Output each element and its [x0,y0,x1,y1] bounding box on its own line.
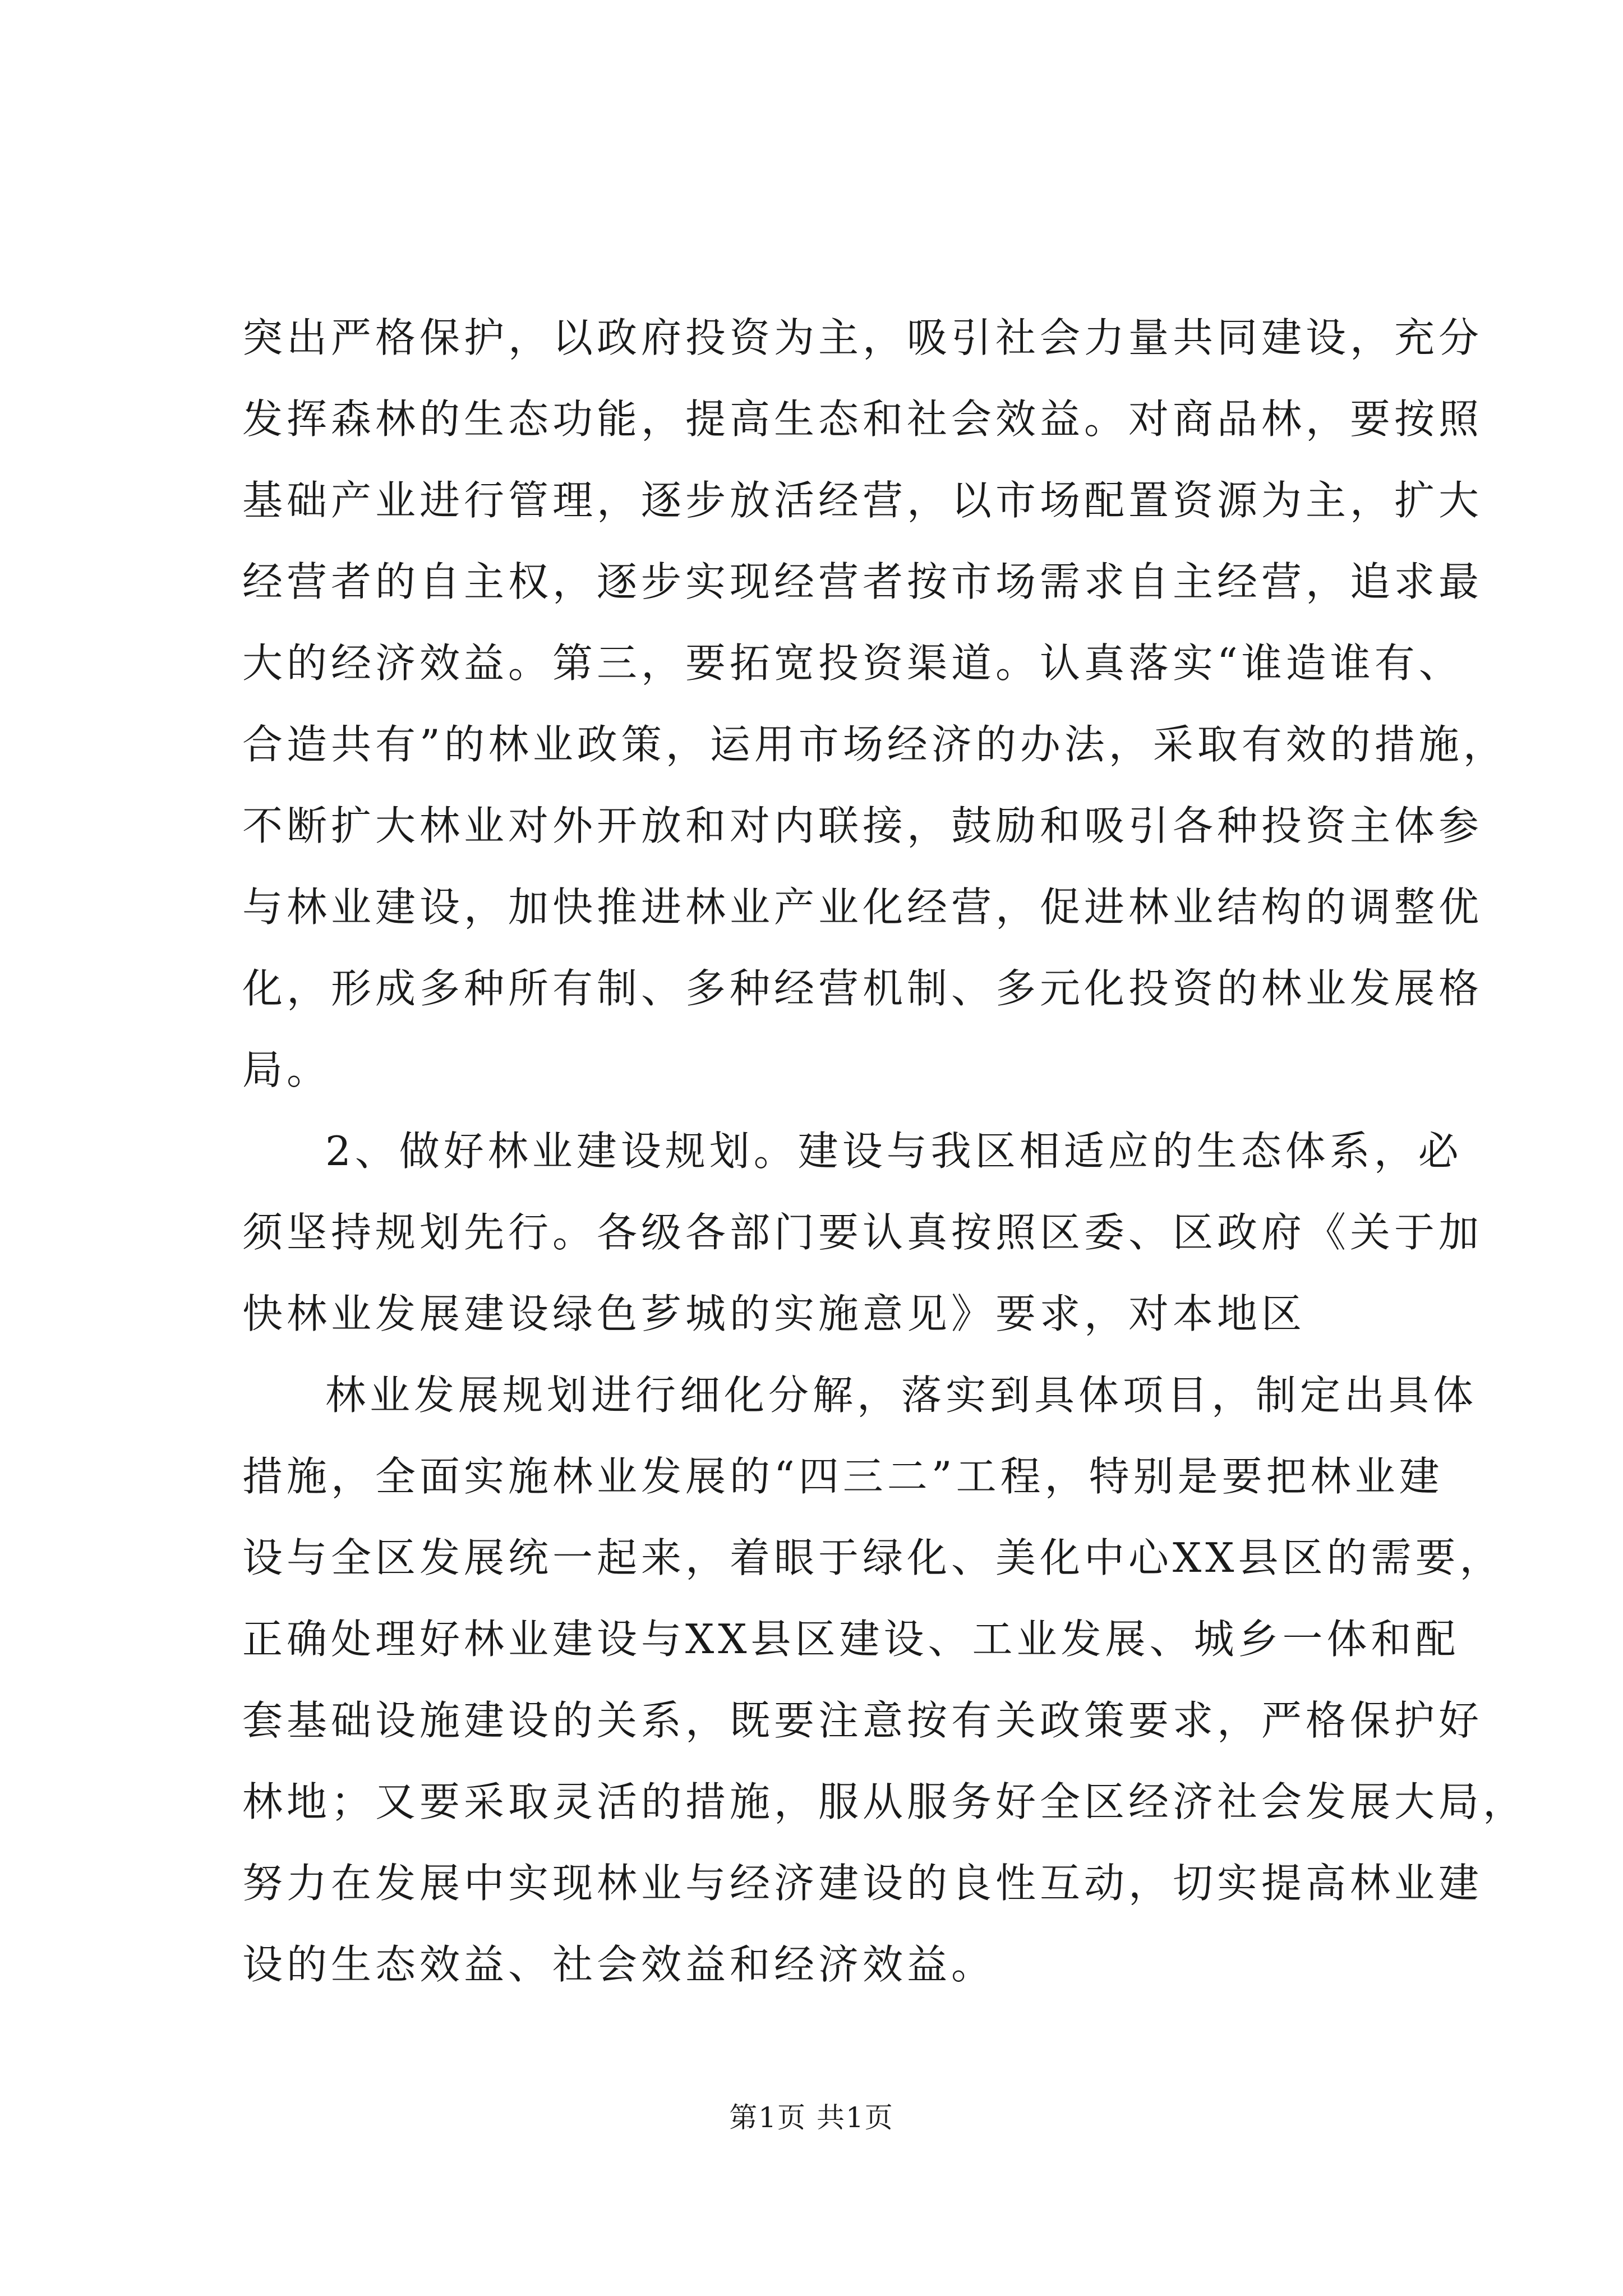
paragraph-start-line: 林业发展规划进行细化分解，落实到具体项目，制定出具体 [325,1372,1478,1419]
text-line: 突出严格保护，以政府投资为主，吸引社会力量共同建设，充分 [242,314,1483,361]
text-line: 须坚持规划先行。各级各部门要认真按照区委、区政府《关于加 [242,1209,1483,1256]
text-line: 经营者的自主权，逐步实现经营者按市场需求自主经营，追求最 [242,558,1483,605]
text-line: 正确处理好林业建设与XX县区建设、工业发展、城乡一体和配 [242,1616,1460,1663]
text-line: 措施，全面实施林业发展的“四三二”工程，特别是要把林业建 [242,1453,1444,1500]
page-number-label: 第1页 共1页 [729,2101,894,2134]
text-line: 套基础设施建设的关系，既要注意按有关政策要求，严格保护好 [242,1697,1483,1744]
text-line: 设与全区发展统一起来，着眼于绿化、美化中心XX县区的需要， [242,1534,1504,1581]
text-line: 快林业发展建设绿色芗城的实施意见》要求，对本地区 [242,1290,1306,1337]
text-line: 努力在发展中实现林业与经济建设的良性互动，切实提高林业建 [242,1860,1483,1907]
text-line: 化，形成多种所有制、多种经营机制、多元化投资的林业发展格 [242,965,1483,1012]
page-footer [0,2098,1623,2137]
text-line: 基础产业进行管理，逐步放活经营，以市场配置资源为主，扩大 [242,477,1483,524]
body-text [242,297,1528,2005]
text-line: 与林业建设，加快推进林业产业化经营，促进林业结构的调整优 [242,884,1483,931]
text-line: 林地；又要采取灵活的措施，服从服务好全区经济社会发展大局， [242,1778,1528,1825]
text-line: 不断扩大林业对外开放和对内联接，鼓励和吸引各种投资主体参 [242,802,1483,849]
text-line: 发挥森林的生态功能，提高生态和社会效益。对商品林，要按照 [242,395,1483,443]
text-line: 合造共有”的林业政策，运用市场经济的办法，采取有效的措施， [242,721,1507,768]
text-line: 局。 [242,1046,331,1093]
text-line: 设的生态效益、社会效益和经济效益。 [242,1941,996,1988]
text-line: 大的经济效益。第三，要拓宽投资渠道。认真落实“谁造谁有、 [242,639,1463,687]
paragraph-start-line: 2、做好林业建设规划。建设与我区相适应的生态体系，必 [325,1128,1463,1175]
